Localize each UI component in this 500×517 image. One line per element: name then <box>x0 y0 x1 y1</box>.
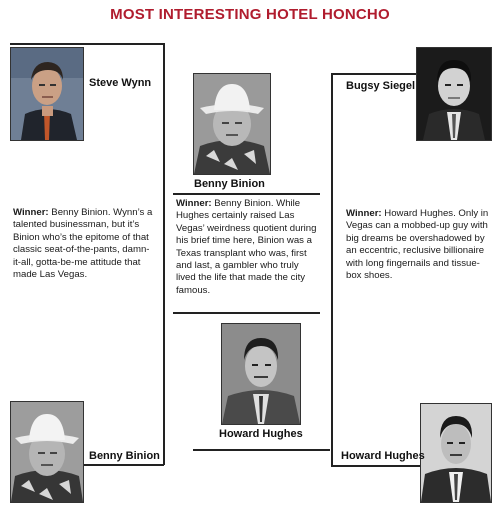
left-bracket-vertical-line <box>163 43 165 465</box>
page-title: MOST INTERESTING HOTEL HONCHO <box>110 6 390 23</box>
benny-binion-photo-left <box>10 401 84 503</box>
center-verdict <box>176 198 318 297</box>
center-bottom-divider <box>173 312 320 314</box>
howard-hughes-photo-center <box>221 323 301 425</box>
right-verdict <box>346 208 491 282</box>
left-bottom-contestant-name: Benny Binion <box>89 450 160 462</box>
benny-binion-photo-center <box>193 73 271 175</box>
center-top-contestant-name: Benny Binion <box>194 178 265 190</box>
right-verdict-label: Winner: <box>346 208 382 219</box>
left-bracket-top-line <box>10 43 164 45</box>
left-verdict-text: Benny Binion. Wynn’s a talented businessman, but it’s Binion who’s the epitome of that classic seat-of-the-pants, damn-it-all, gotta-be-me attitude that made Las Vegas. <box>13 207 153 281</box>
center-verdict-label: Winner: <box>176 198 212 209</box>
center-bottom-contestant-name: Howard Hughes <box>219 428 303 440</box>
center-verdict-text: Benny Binion. While Hughes certainly raised Las Vegas’ weirdness quotient during his brief time here, Binion was a Texas transplant who was, first and last, a gambler who truly lived the life that made the city famous. <box>176 198 317 296</box>
right-top-contestant-name: Bugsy Siegel <box>346 80 416 92</box>
right-verdict-text: Howard Hughes. Only in Vegas can a mobbed-up guy with big dreams be overshadowed by an eccentric, reclusive billionaire with long fingernails and tissue-box shoes. <box>346 208 489 282</box>
howard-hughes-photo-right <box>420 403 492 503</box>
bugsy-siegel-photo <box>416 47 492 141</box>
center-bottom-line <box>193 449 330 451</box>
right-bracket-vertical-line <box>331 73 333 466</box>
left-top-contestant-name: Steve Wynn <box>89 77 152 89</box>
right-bottom-contestant-name: Howard Hughes <box>341 450 425 462</box>
center-top-divider <box>173 193 320 195</box>
steve-wynn-photo <box>10 47 84 141</box>
left-verdict-label: Winner: <box>13 207 49 218</box>
left-verdict <box>13 207 157 281</box>
